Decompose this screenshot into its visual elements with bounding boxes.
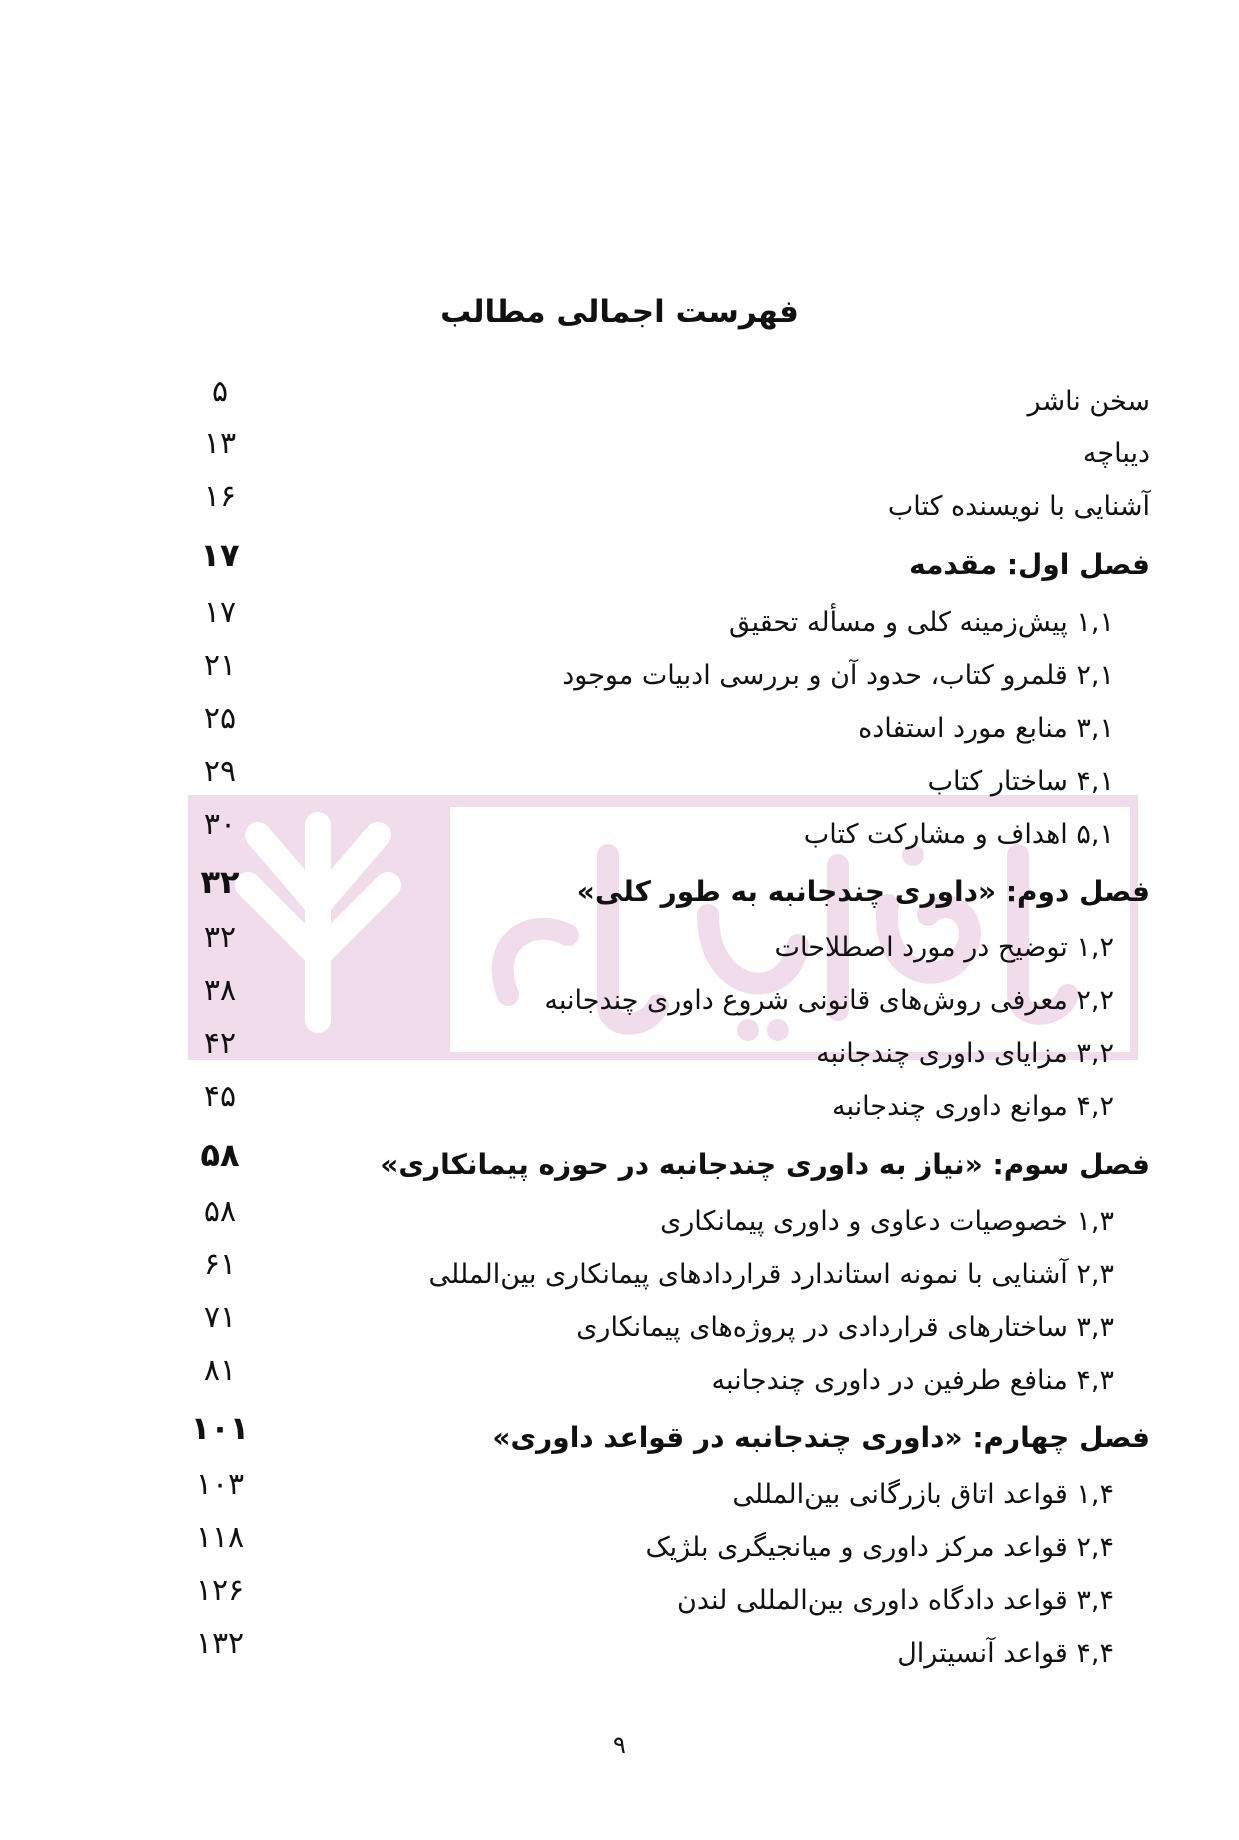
toc-entry <box>180 1249 1150 1301</box>
toc-entry-page: ۵۸ <box>203 1194 237 1229</box>
toc-entry-page: ۶۱ <box>203 1247 237 1282</box>
toc-entry <box>180 428 1150 480</box>
toc-entry <box>180 650 1150 702</box>
toc-entry-page: ۲۵ <box>203 701 237 736</box>
toc-entry-label: ۱,۴ قواعد اتاق بازرگانی بین‌المللی <box>732 1479 1114 1510</box>
toc-entry-label: ۱,۳ خصوصیات دعاوی و داوری پیمانکاری <box>660 1206 1114 1237</box>
toc-chapter-page: ۱۰۱ <box>190 1409 250 1447</box>
toc-entry-page: ۷۱ <box>203 1300 237 1335</box>
toc-entry-label: سخن ناشر <box>1027 386 1150 417</box>
toc-chapter-label: فصل سوم: «نیاز به داوری چندجانبه در حوزه پیمانکاری» <box>380 1148 1150 1181</box>
toc-entry-page: ۸۱ <box>203 1353 237 1388</box>
toc-entry-page: ۱۰۳ <box>195 1467 245 1502</box>
toc-entry-page: ۱۳ <box>203 426 237 461</box>
toc-entry <box>180 809 1150 861</box>
toc-entry-label: ۱,۲ توضیح در مورد اصطلاحات <box>774 932 1114 963</box>
toc-entry <box>180 1028 1150 1080</box>
toc-chapter-2 <box>180 863 1150 918</box>
toc-entry-page: ۱۲۶ <box>195 1573 245 1608</box>
toc-entry-label: ۴,۳ منافع طرفین در داوری چندجانبه <box>711 1365 1114 1396</box>
toc-entry-page: ۲۹ <box>203 754 237 789</box>
toc-entry-label: ۴,۴ قواعد آنسیترال <box>897 1638 1114 1669</box>
toc-entry <box>180 1469 1150 1521</box>
toc-entry-label: ۴,۱ ساختار کتاب <box>927 766 1114 797</box>
toc-entry <box>180 1081 1150 1133</box>
toc-entry-page: ۳۰ <box>203 807 237 842</box>
toc-entry <box>180 1196 1150 1248</box>
toc-entry <box>180 597 1150 649</box>
page-number: ۹ <box>613 1731 626 1759</box>
toc-chapter-page: ۱۷ <box>200 536 240 574</box>
toc-entry <box>180 376 1150 428</box>
toc-entry-label: ۴,۲ موانع داوری چندجانبه <box>832 1091 1114 1122</box>
toc-entry-page: ۱۶ <box>203 479 237 514</box>
toc-entry <box>180 1522 1150 1574</box>
toc-entry-page: ۴۵ <box>203 1079 237 1114</box>
toc-chapter-3 <box>180 1136 1150 1191</box>
toc-entry <box>180 481 1150 533</box>
toc-entry <box>180 703 1150 755</box>
toc-entry-label: ۵,۱ اهداف و مشارکت کتاب <box>803 819 1114 850</box>
toc-entry-page: ۱۳۲ <box>195 1626 245 1661</box>
toc-entry <box>180 1355 1150 1407</box>
toc-entry-label: ۲,۲ معرفی روش‌های قانونی شروع داوری چندجانبه <box>544 985 1114 1016</box>
toc-chapter-label: فصل اول: مقدمه <box>909 548 1150 581</box>
toc-entry-label: ۳,۲ مزایای داوری چندجانبه <box>816 1038 1114 1069</box>
page-title: فهرست اجمالی مطالب <box>440 294 799 330</box>
toc-entry-label: ۳,۴ قواعد دادگاه داوری بین‌المللی لندن <box>677 1585 1114 1616</box>
toc-entry-label: ۳,۱ منابع مورد استفاده <box>858 713 1114 744</box>
toc-chapter-page: ۵۸ <box>200 1136 240 1174</box>
toc-entry <box>180 1575 1150 1627</box>
toc-entry <box>180 1628 1150 1680</box>
toc-entry <box>180 975 1150 1027</box>
toc-entry-page: ۳۲ <box>203 920 237 955</box>
toc-chapter-1 <box>180 536 1150 591</box>
toc-entry-label: ۲,۱ قلمرو کتاب، حدود آن و بررسی ادبیات موجود <box>562 660 1114 691</box>
toc-entry-label: ۲,۴ قواعد مرکز داوری و میانجیگری بلژیک <box>645 1532 1114 1563</box>
toc-entry <box>180 1302 1150 1354</box>
toc-entry-page: ۵ <box>211 374 229 409</box>
toc-entry-page: ۴۲ <box>203 1026 237 1061</box>
toc-entry-label: ۳,۳ ساختارهای قراردادی در پروژه‌های پیمانکاری <box>576 1312 1114 1343</box>
toc-entry-page: ۱۷ <box>203 595 237 630</box>
toc-entry <box>180 922 1150 974</box>
toc-entry-label: ۱,۱ پیش‌زمینه کلی و مسأله تحقیق <box>729 607 1114 638</box>
toc-entry-page: ۱۱۸ <box>195 1520 245 1555</box>
toc-entry-label: آشنایی با نویسنده کتاب <box>887 491 1150 522</box>
toc-entry-label: ۲,۳ آشنایی با نمونه استاندارد قراردادهای پیمانکاری بین‌المللی <box>428 1259 1114 1290</box>
toc-entry-page: ۲۱ <box>203 648 237 683</box>
toc-entry-label: دیباچه <box>1082 438 1150 469</box>
toc-entry-page: ۳۸ <box>203 973 237 1008</box>
toc-entry <box>180 756 1150 808</box>
toc-chapter-label: فصل چهارم: «داوری چندجانبه در قواعد داوری» <box>492 1421 1150 1454</box>
toc-chapter-page: ۳۲ <box>200 863 240 901</box>
toc-chapter-4 <box>180 1409 1150 1464</box>
toc-chapter-label: فصل دوم: «داوری چندجانبه به طور کلی» <box>576 875 1150 908</box>
